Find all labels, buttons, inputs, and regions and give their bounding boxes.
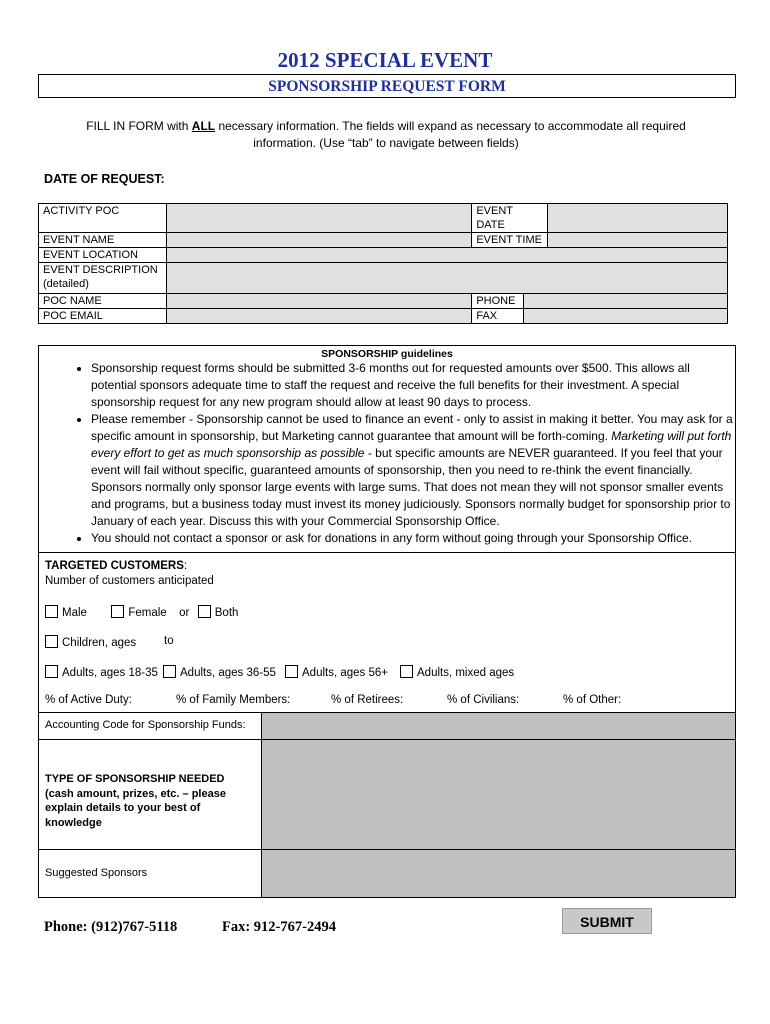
fax-label: FAX: [472, 309, 524, 324]
pct-family-members-label: % of Family Members:: [176, 694, 291, 706]
instructions-suffix: necessary information. The fields will expand as necessary to accommodate all required information. (Use “tab” to navigate between fields): [215, 119, 686, 150]
children-row: [45, 635, 136, 649]
submit-button[interactable]: SUBMIT: [562, 908, 652, 934]
targeted-heading: [45, 560, 187, 572]
pct-other-label: % of Other:: [563, 694, 622, 706]
customers-anticipated-label: Number of customers anticipated: [45, 575, 214, 587]
adults-36-55-checkbox[interactable]: [163, 665, 176, 678]
suggested-sponsors-field[interactable]: [261, 850, 735, 897]
event-time-field[interactable]: [548, 233, 728, 248]
children-label: Children, ages: [62, 637, 137, 649]
date-of-request-label: DATE OF REQUEST:: [44, 172, 165, 186]
targeted-heading-colon: :: [183, 560, 188, 572]
pct-retirees-label: % of Retirees:: [331, 694, 404, 706]
poc-name-label: POC NAME: [39, 294, 167, 309]
event-description-text: EVENT DESCRIPTION: [43, 264, 158, 276]
event-description-label: [39, 263, 167, 294]
activity-poc-label: ACTIVITY POC: [39, 204, 167, 233]
suggested-sponsors-row: [38, 850, 736, 898]
adults-56-label: Adults, ages 56+: [302, 667, 388, 679]
type-of-sponsorship-row: [38, 740, 736, 850]
footer-fax: Fax: 912-767-2494: [222, 919, 336, 935]
guideline-item: [91, 411, 735, 530]
event-name-label: EVENT NAME: [39, 233, 167, 248]
type-of-sponsorship-field[interactable]: [261, 740, 735, 849]
type-of-sponsorship-title: TYPE OF SPONSORSHIP NEEDED: [45, 773, 225, 785]
female-checkbox[interactable]: [111, 605, 124, 618]
adults-36-55-option: [163, 665, 276, 679]
guideline-text: Please remember - Sponsorship cannot be used to finance an event - only to assist in making it better. You may ask for a specific amount in sponsorship, but Marketing cannot guarantee that amount will be forth-coming.: [91, 412, 733, 443]
instructions: [70, 118, 702, 152]
activity-poc-field[interactable]: [166, 204, 471, 233]
adults-mixed-option: [400, 665, 514, 679]
accounting-code-label: Accounting Code for Sponsorship Funds:: [45, 719, 246, 731]
event-description-sub: (detailed): [43, 278, 89, 290]
guideline-item: • You should not contact a sponsor or ask for donations in any form without going through your Sponsorship Office.: [91, 530, 735, 547]
guideline-italic: Marketing will put forth every effort to get as much sponsorship as possible: [91, 429, 732, 460]
male-checkbox[interactable]: [45, 605, 58, 618]
adults-mixed-label: Adults, mixed ages: [417, 667, 515, 679]
event-time-label: EVENT TIME: [472, 233, 548, 248]
instructions-emphasis: ALL: [191, 119, 216, 133]
adults-mixed-checkbox[interactable]: [400, 665, 413, 678]
adults-18-35-option: [45, 665, 158, 679]
male-label: Male: [62, 607, 87, 619]
instructions-prefix: FILL IN FORM with: [86, 119, 192, 133]
event-info-table: [38, 203, 728, 324]
targeted-heading-text: TARGETED CUSTOMERS: [45, 560, 184, 572]
type-of-sponsorship-hint: (cash amount, prizes, etc. – please explain details to your best of knowledge: [45, 787, 226, 829]
children-checkbox[interactable]: [45, 635, 58, 648]
phone-field[interactable]: [524, 294, 728, 309]
guidelines-heading: SPONSORSHIP guidelines: [321, 348, 453, 360]
poc-name-field[interactable]: [166, 294, 471, 309]
accounting-code-row: [38, 713, 736, 740]
children-to-label: to: [164, 635, 174, 647]
event-date-label: EVENT DATE: [472, 204, 548, 233]
adults-56-option: [285, 665, 388, 679]
suggested-sponsors-label: Suggested Sponsors: [45, 867, 148, 879]
accounting-code-field[interactable]: [261, 713, 735, 739]
adults-56-checkbox[interactable]: [285, 665, 298, 678]
female-label: Female: [128, 607, 167, 619]
phone-label: PHONE: [472, 294, 524, 309]
guideline-item: • Sponsorship request forms should be submitted 3-6 months out for requested amounts over $500. This allows all potential sponsors adequate time to staff the request and receive the full benefits for their investment. A special sponsorship request for any new program should allow at least 90 days to process.: [91, 360, 735, 411]
sponsorship-guidelines: [38, 345, 736, 553]
event-location-field[interactable]: [166, 248, 727, 263]
gender-row: [45, 605, 238, 619]
type-of-sponsorship-label: [45, 772, 260, 830]
poc-email-label: POC EMAIL: [39, 309, 167, 324]
footer-phone: Phone: (912)767-5118: [44, 919, 178, 935]
guidelines-list: [39, 360, 735, 547]
both-checkbox[interactable]: [198, 605, 211, 618]
event-date-field[interactable]: [548, 204, 728, 233]
event-location-label: EVENT LOCATION: [39, 248, 167, 263]
both-label: Both: [214, 607, 239, 619]
poc-email-field[interactable]: [166, 309, 471, 324]
pct-civilians-label: % of Civilians:: [447, 694, 520, 706]
guideline-text: - but specific amounts are NEVER guaranteed. If you feel that your event will fail without specific, guaranteed amounts of sponsorship, then you need to re-think the event financially. Sponsors normally only sponsor large events with large sums. That does not mean they will not sponsor smaller events and programs, but a business today must invest its money judiciously. Sponsors normally budget for sponsorship prior to January of each year. Discuss this with your Commercial Sponsorship Office.: [91, 446, 731, 528]
targeted-customers-section: [38, 553, 736, 713]
or-label: or: [179, 607, 190, 619]
adults-18-35-label: Adults, ages 18-35: [62, 667, 158, 679]
event-name-field[interactable]: [166, 233, 471, 248]
form-subtitle: SPONSORSHIP REQUEST FORM: [38, 74, 736, 98]
adults-18-35-checkbox[interactable]: [45, 665, 58, 678]
fax-field[interactable]: [524, 309, 728, 324]
event-description-field[interactable]: [166, 263, 727, 294]
adults-36-55-label: Adults, ages 36-55: [180, 667, 276, 679]
form-title: 2012 SPECIAL EVENT: [277, 48, 493, 72]
pct-active-duty-label: % of Active Duty:: [45, 694, 132, 706]
